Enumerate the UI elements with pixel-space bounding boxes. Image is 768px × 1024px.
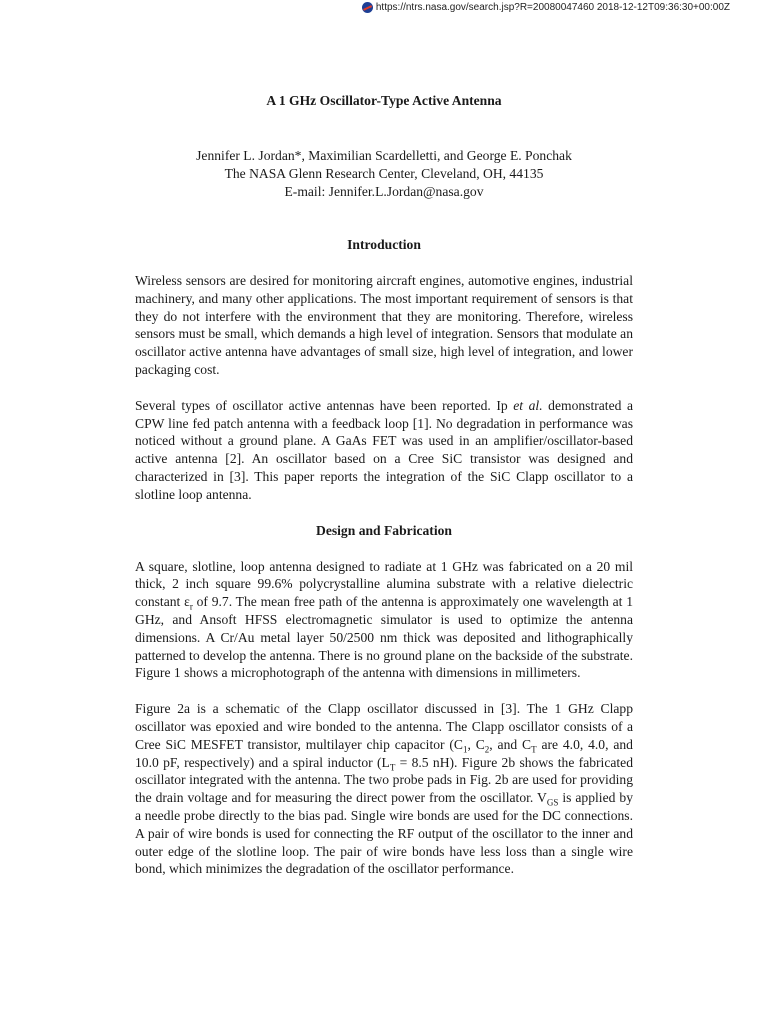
- design-p1-text-b: of 9.7. The mean free path of the antenna is approximately one wavelength at 1 GHz, and Ansoft HFSS electromagnetic simulator is used to optimize the antenna dimensions. A Cr/Au metal layer 50/2500 nm thick was deposited and lithographically patterned to develop the antenna. There is no ground plane on the backside of the substrate. Figure 1 shows a microphotograph of the antenna with dimensions in millimeters.: [135, 594, 633, 681]
- design-p2-text-f: is applied by a needle probe directly to the bias pad. Single wire bonds are used for the DC connections. A pair of wire bonds is used for connecting the RF output of the oscillator to the inner and outer edge of the slotline loop. The pair of wire bonds have less loss than a single wire bond, which minimizes the degradation of the oscillator performance.: [135, 790, 633, 877]
- section-heading-introduction: Introduction: [347, 237, 421, 252]
- design-p2-sub-t2: T: [389, 762, 396, 773]
- nasa-logo-icon: [362, 2, 373, 13]
- design-p2-text-d: are 4.0, 4.0, and 10.0 pF, respectively) and a spiral inductor (L: [135, 736, 633, 770]
- design-p2-text-a: Figure 2a is a schematic of the Clapp oscillator discussed in [3]. The 1 GHz Clapp oscillator was epoxied and wire bonded to the antenna. The Clapp oscillator consists of a Cree SiC MESFET transistor, multilayer chip capacitor (C: [135, 701, 633, 752]
- intro-p2-text-a: Several types of oscillator active antennas have been reported. Ip: [135, 397, 514, 413]
- author-affiliation: The NASA Glenn Research Center, Cleveland, OH, 44135: [224, 166, 544, 181]
- design-p2-sub-2: 2: [484, 744, 490, 755]
- design-p1-text-a: A square, slotline, loop antenna designed to radiate at 1 GHz was fabricated on a 20 mil thick, 2 inch square 99.6% polycrystalline alumina substrate with a relative dielectric constant ε: [135, 558, 633, 610]
- design-p2-sub-t1: T: [531, 744, 537, 755]
- author-email: E-mail: Jennifer.L.Jordan@nasa.gov: [284, 184, 484, 199]
- paper-title: A 1 GHz Oscillator-Type Active Antenna: [266, 93, 502, 108]
- design-p2-text-c: , and C: [489, 736, 532, 752]
- ntrs-stamp-text: https://ntrs.nasa.gov/search.jsp?R=20080047460 2018-12-12T09:36:30+00:00Z: [375, 1, 730, 13]
- intro-p2-text-b: demonstrated a CPW line fed patch antenna with a feedback loop [1]. No degradation in performance was noticed without a ground plane. A GaAs FET was used in an amplifier/oscillator-based active antenna [2]. An oscillator based on a Cree SiC transistor was designed and characterized in [3]. This paper reports the integration of the SiC Clapp oscillator to a slotline loop antenna.: [135, 397, 633, 502]
- section-heading-design: Design and Fabrication: [316, 522, 452, 538]
- design-p2-text-b: , C: [467, 736, 485, 752]
- design-p1-sub-r: r: [189, 601, 193, 612]
- design-paragraph-1: [135, 558, 633, 683]
- design-paragraph-2: [135, 700, 633, 878]
- intro-p2-etal: et al.: [513, 397, 543, 413]
- intro-paragraph-2: [135, 397, 633, 504]
- author-names: Jennifer L. Jordan*, Maximilian Scardelletti, and George E. Ponchak: [196, 148, 572, 163]
- intro-paragraph-1: Wireless sensors are desired for monitoring aircraft engines, automotive engines, industrial machinery, and many other applications. The most important requirement of sensors is that they do not interfere with the environment that they are monitoring. Therefore, wireless sensors must be small, which demands a high level of integration. Sensors that modulate an oscillator active antenna have advantages of small size, high level of integration, and lower packaging cost.: [135, 273, 633, 377]
- design-p2-sub-1: 1: [462, 744, 468, 755]
- ntrs-stamp: [362, 0, 730, 14]
- design-p2-sub-gs: GS: [546, 797, 559, 808]
- author-block: [135, 147, 633, 201]
- design-p2-text-e: = 8.5 nH). Figure 2b shows the fabricated oscillator integrated with the antenna. The two probe pads in Fig. 2b are used for providing the drain voltage and for measuring the direct power from the oscillator. V: [135, 754, 633, 806]
- paper-page: [135, 92, 633, 896]
